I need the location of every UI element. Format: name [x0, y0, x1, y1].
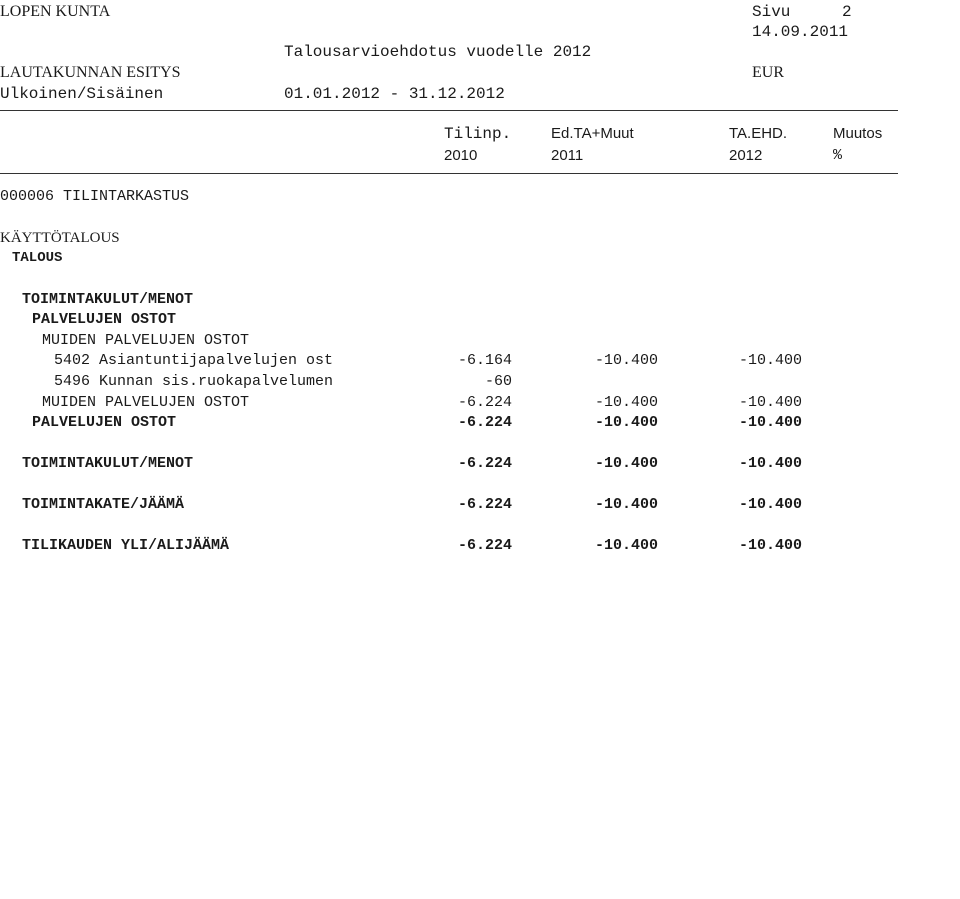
col-header-muutos: Muutos	[833, 125, 883, 142]
value-2011: -10.400	[594, 352, 658, 369]
value-2010: -6.224	[457, 496, 512, 513]
value-2012: -10.400	[738, 455, 802, 472]
page-label: Sivu	[752, 3, 791, 21]
col-header-edta: Ed.TA+Muut	[551, 125, 634, 142]
value-2010: -6.164	[457, 352, 512, 369]
row-label: MUIDEN PALVELUJEN OSTOT	[42, 394, 250, 411]
value-2012: -10.400	[738, 414, 802, 431]
col-header-tilinp: Tilinp.	[444, 125, 512, 143]
col-year-2012: 2012	[729, 147, 763, 164]
value-2012: -10.400	[738, 496, 802, 513]
page-number: 2	[842, 3, 852, 21]
report-date: 14.09.2011	[752, 23, 849, 41]
section-category: KÄYTTÖTALOUS	[0, 230, 120, 246]
value-2010: -6.224	[457, 455, 512, 472]
period-label: 01.01.2012 - 31.12.2012	[284, 85, 505, 103]
currency-label: EUR	[752, 64, 784, 81]
scope-label: Ulkoinen/Sisäinen	[0, 85, 164, 103]
value-2010: -60	[484, 373, 512, 390]
value-2012: -10.400	[738, 394, 802, 411]
value-2011: -10.400	[594, 496, 658, 513]
section-subcategory: TALOUS	[12, 250, 63, 266]
header-rule-bottom	[0, 173, 898, 174]
value-2010: -6.224	[457, 537, 512, 554]
row-label: MUIDEN PALVELUJEN OSTOT	[42, 332, 250, 349]
row-label: PALVELUJEN OSTOT	[32, 311, 177, 328]
report-title: Talousarvioehdotus vuodelle 2012	[284, 43, 592, 61]
value-2012: -10.400	[738, 537, 802, 554]
value-2011: -10.400	[594, 455, 658, 472]
col-header-taehd: TA.EHD.	[729, 125, 788, 142]
row-label: TOIMINTAKULUT/MENOT	[22, 291, 194, 308]
row-label: TOIMINTAKATE/JÄÄMÄ	[22, 496, 185, 513]
value-2010: -6.224	[457, 394, 512, 411]
col-year-2010: 2010	[444, 147, 478, 164]
row-label: TOIMINTAKULUT/MENOT	[22, 455, 194, 472]
board-label: LAUTAKUNNAN ESITYS	[0, 64, 181, 81]
row-label: TILIKAUDEN YLI/ALIJÄÄMÄ	[22, 537, 230, 554]
value-2012: -10.400	[738, 352, 802, 369]
row-label: 5402 Asiantuntijapalvelujen ost	[54, 352, 334, 369]
value-2011: -10.400	[594, 537, 658, 554]
org-name: LOPEN KUNTA	[0, 3, 111, 20]
value-2011: -10.400	[594, 414, 658, 431]
value-2011: -10.400	[594, 394, 658, 411]
col-year-muutos: %	[833, 147, 843, 164]
section-code: 000006 TILINTARKASTUS	[0, 188, 190, 205]
row-label: PALVELUJEN OSTOT	[32, 414, 177, 431]
row-label: 5496 Kunnan sis.ruokapalvelumen	[54, 373, 334, 390]
col-year-2011: 2011	[551, 147, 584, 164]
value-2010: -6.224	[457, 414, 512, 431]
header-rule-top	[0, 110, 898, 111]
